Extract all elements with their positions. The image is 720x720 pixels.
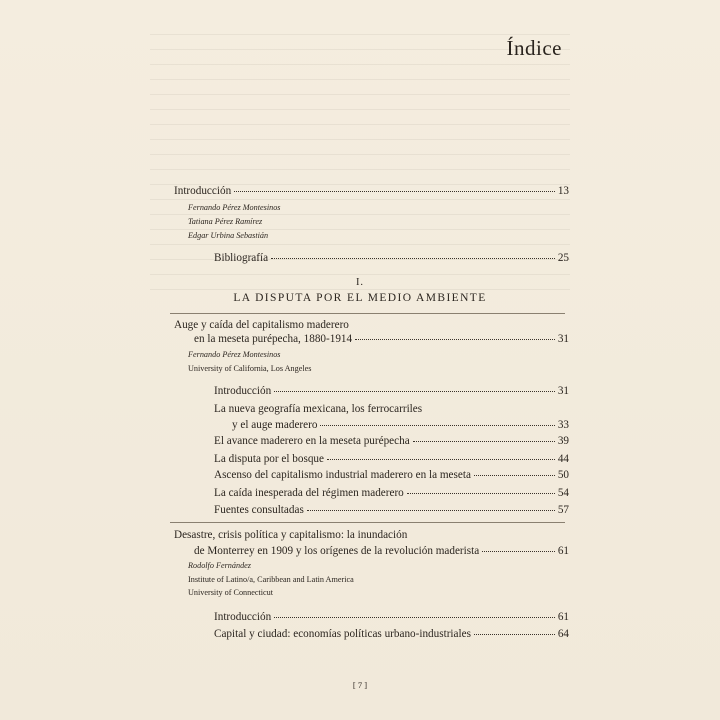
section-title: LA DISPUTA POR EL MEDIO AMBIENTE bbox=[233, 292, 487, 304]
toc-author: Edgar Urbina Sebastián bbox=[188, 231, 269, 240]
leader-dots bbox=[327, 459, 555, 460]
leader-dots bbox=[482, 551, 555, 552]
chapter-title-line: Auge y caída del capitalismo maderero bbox=[174, 319, 349, 331]
toc-subentry[interactable] bbox=[214, 627, 569, 641]
leader-dots bbox=[474, 634, 555, 635]
toc-entry-label: El avance maderero en la meseta purépecha bbox=[214, 435, 410, 447]
toc-entry-page: 44 bbox=[557, 453, 569, 465]
toc-entry-intro[interactable] bbox=[174, 184, 569, 198]
toc-subentry[interactable] bbox=[214, 434, 569, 448]
show-through-text bbox=[150, 20, 570, 320]
toc-entry-label: La disputa por el bosque bbox=[214, 453, 324, 465]
page-number: [ 7 ] bbox=[352, 680, 368, 690]
leader-dots bbox=[271, 258, 555, 259]
toc-entry-label: Fuentes consultadas bbox=[214, 504, 304, 516]
chapter-title-line: Desastre, crisis política y capitalismo: la inundación bbox=[174, 529, 408, 541]
toc-entry-chapter2[interactable] bbox=[194, 544, 569, 558]
toc-entry-bibliografia[interactable] bbox=[214, 251, 569, 265]
toc-subentry[interactable] bbox=[214, 610, 569, 624]
chapter-divider bbox=[170, 522, 565, 523]
toc-entry-page: 39 bbox=[557, 435, 569, 447]
toc-entry-page: 57 bbox=[557, 504, 569, 516]
toc-entry-chapter1[interactable] bbox=[194, 332, 569, 346]
toc-entry-page: 25 bbox=[557, 252, 569, 264]
leader-dots bbox=[474, 475, 555, 476]
section-number: I. bbox=[355, 277, 365, 288]
toc-author: Fernando Pérez Montesinos bbox=[188, 203, 281, 212]
toc-entry-label: Introducción bbox=[214, 611, 272, 623]
toc-affiliation: Institute of Latino/a, Caribbean and Latin America bbox=[188, 575, 354, 584]
leader-dots bbox=[307, 510, 555, 511]
section-divider bbox=[170, 313, 565, 314]
toc-author: Rodolfo Fernández bbox=[188, 561, 251, 570]
toc-author: Tatiana Pérez Ramírez bbox=[188, 217, 263, 226]
toc-subentry[interactable] bbox=[214, 468, 569, 482]
toc-subentry[interactable] bbox=[214, 503, 569, 517]
leader-dots bbox=[413, 441, 555, 442]
toc-entry-label: Capital y ciudad: economías políticas urbano-industriales bbox=[214, 628, 471, 640]
leader-dots bbox=[355, 339, 555, 340]
toc-entry-page: 33 bbox=[557, 419, 569, 431]
toc-entry-page: 61 bbox=[557, 545, 569, 557]
toc-affiliation: University of California, Los Angeles bbox=[188, 364, 312, 373]
leader-dots bbox=[274, 391, 555, 392]
toc-subentry[interactable] bbox=[214, 384, 569, 398]
leader-dots bbox=[407, 493, 555, 494]
toc-entry-label: Introducción bbox=[214, 385, 272, 397]
leader-dots bbox=[274, 617, 555, 618]
toc-entry-page: 31 bbox=[557, 385, 569, 397]
toc-entry-page: 31 bbox=[557, 333, 569, 345]
toc-entry-page: 54 bbox=[557, 487, 569, 499]
toc-entry-page: 50 bbox=[557, 469, 569, 481]
toc-entry-label: Ascenso del capitalismo industrial maderero en la meseta bbox=[214, 469, 471, 481]
toc-entry-page: 13 bbox=[557, 185, 569, 197]
toc-subentry[interactable] bbox=[232, 418, 569, 432]
toc-subentry[interactable] bbox=[214, 486, 569, 500]
toc-entry-label: La caída inesperada del régimen maderero bbox=[214, 487, 404, 499]
page-title: Índice bbox=[506, 36, 562, 60]
toc-entry-label: Introducción bbox=[174, 185, 232, 197]
toc-subentry[interactable] bbox=[214, 452, 569, 466]
toc-entry-page: 61 bbox=[557, 611, 569, 623]
toc-entry-label: y el auge maderero bbox=[232, 419, 318, 431]
toc-author: Fernando Pérez Montesinos bbox=[188, 350, 281, 359]
leader-dots bbox=[234, 191, 555, 192]
chapter-title-line: de Monterrey en 1909 y los orígenes de la revolución maderista bbox=[194, 545, 480, 557]
leader-dots bbox=[320, 425, 554, 426]
toc-entry-label: Bibliografía bbox=[214, 252, 269, 264]
toc-entry-page: 64 bbox=[557, 628, 569, 640]
toc-subentry-label: La nueva geografía mexicana, los ferrocarriles bbox=[214, 403, 423, 415]
chapter-title-line: en la meseta purépecha, 1880-1914 bbox=[194, 333, 353, 345]
toc-affiliation: University of Connecticut bbox=[188, 588, 274, 597]
